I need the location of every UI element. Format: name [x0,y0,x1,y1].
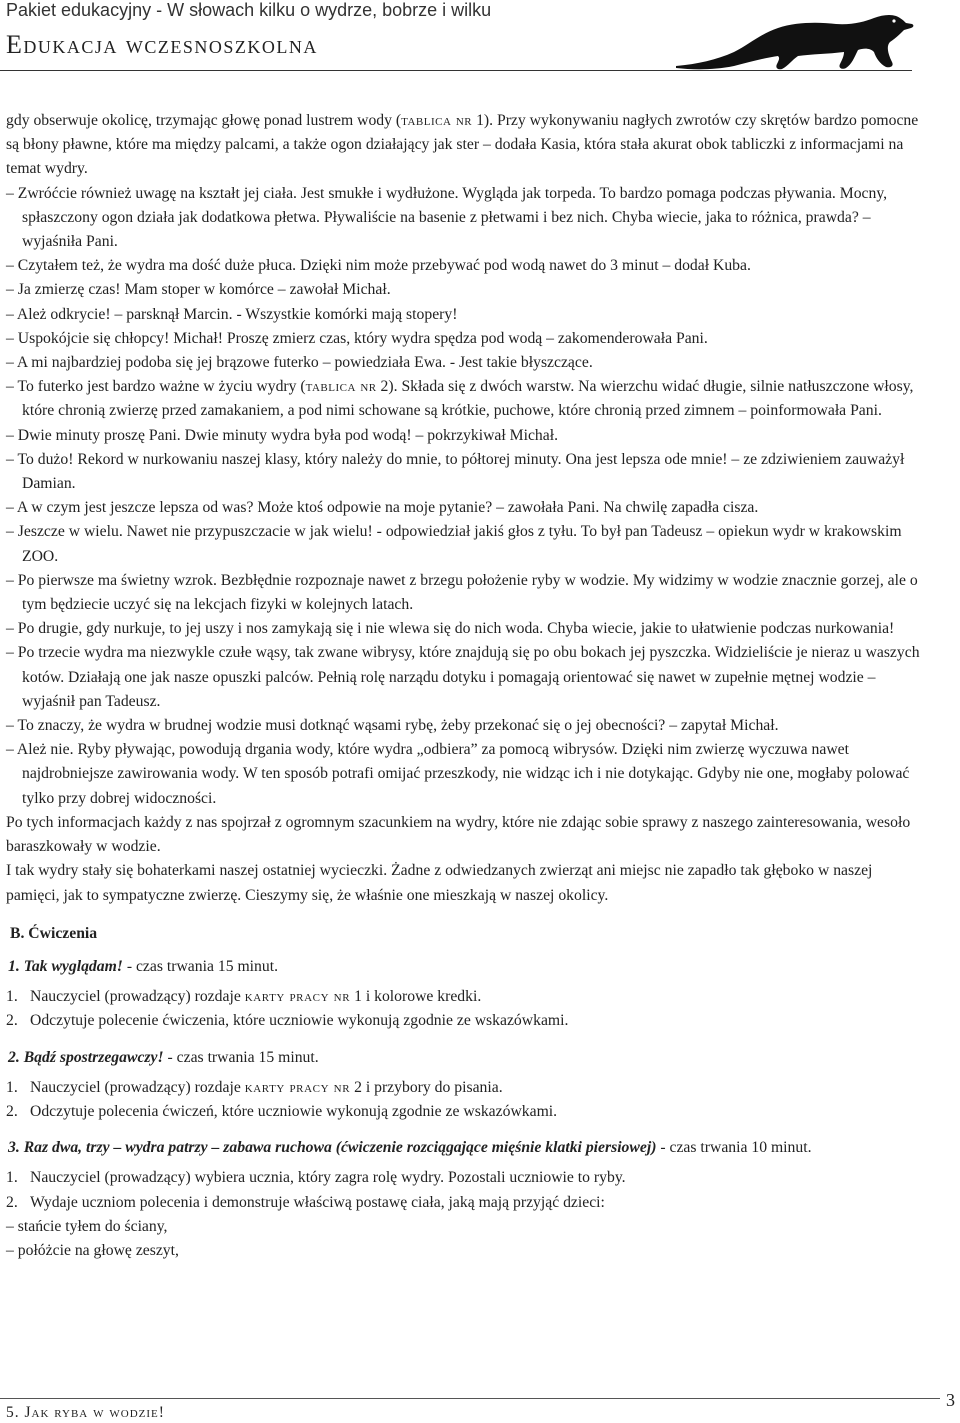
dialogue-line [6,375,926,423]
page-header [0,0,960,72]
text-run: Odczytuje polecenie ćwiczenia, które uczniowie wykonują zgodnie ze wskazówkami. [30,1012,569,1030]
text-run: 1). Przy wykonywaniu nagłych zwrotów czy skrętów bardzo pomocne są błony pławne, które ma między palcami, a także ogon działający jak ster – dodała Kasia, która stała akurat obok tabliczki z informacjami na temat wydry. [6,112,919,178]
reference-term: tablica nr [305,378,377,396]
list-item: – połóżcie na głowę zeszyt, [6,1241,179,1259]
exercise-step [6,1009,926,1033]
dialogue-line: – Jeszcze w wielu. Nawet nie przypuszczacie w jak wielu! - odpowiedział jakiś głos z tyłu. To był pan Tadeusz – opiekun wydr w krakowskim ZOO. [6,523,902,565]
package-title: Pakiet edukacyjny - W słowach kilku o wydrze, bobrze i wilku [6,0,492,20]
step-number: 1. [6,988,18,1006]
step-number: 1. [6,1078,18,1096]
step-number: 2. [6,1012,18,1030]
dialogue-line: – Czytałem też, że wydra ma dość duże płuca. Dzięki nim może przebywać pod wodą nawet do 3 minut – dodał Kuba. [6,257,751,275]
dialogue-line: – A w czym jest jeszcze lepsza od was? Może ktoś odpowie na moje pytanie? – zawołała Pani. Na chwilę zapadła cisza. [6,499,759,517]
exercise-duration: - czas trwania 10 minut. [656,1139,812,1157]
step-number: 2. [6,1102,18,1120]
text-run: 2 i przybory do pisania. [350,1078,503,1096]
exercise-step [6,1191,926,1215]
list-item: – stańcie tyłem do ściany, [6,1217,168,1235]
reference-term: karty pracy nr [244,988,351,1006]
text-run: 1 i kolorowe kredki. [350,988,482,1006]
exercise-3-heading [6,1136,926,1160]
paragraph: I tak wydry stały się bohaterkami naszej ostatniej wycieczki. Żadne z odwiedzanych zwierząt ani miejsc nie zapadło tak głęboko w naszej pamięci, jak to sympatyczne zwierzę. Cieszymy się, że właśnie one mieszkają w naszej okolicy. [6,862,873,904]
exercise-title: 2. Bądź spostrzegawczy! [8,1048,164,1066]
document-body [6,109,926,1263]
exercise-1-heading [6,955,926,979]
text-run: Wydaje uczniom polecenia i demonstruje właściwą postawę ciała, jaką mają przyjąć dzieci: [30,1193,605,1211]
step-number: 1. [6,1169,18,1187]
dialogue-line: – Po trzecie wydra ma niezwykle czułe wąsy, tak zwane wibrysy, które znajdują się po obu bokach jej pyszczka. Widzieliście je nieraz u waszych kotów. Działają one jak nasze opuszki palców. Pełnią rolę narządu dotyku i pomagają orientować się nawet w zupełnie mętnej wodzie – wyjaśnił pan Tadeusz. [6,644,920,710]
exercise-duration: - czas trwania 15 minut. [122,957,278,975]
dialogue-line: – Po drugie, gdy nurkuje, to jej uszy i nos zamykają się i nie wlewa się do nich woda. Chyba wiecie, jakie to ułatwienie podczas nurkowania! [6,620,895,638]
paragraph: Po tych informacjach każdy z nas spojrzał z ogromnym szacunkiem na wydry, które nie zdając sobie sprawy z naszego zainteresowania, wesoło baraszkowały w wodzie. [6,813,911,856]
exercises-heading: B. Ćwiczenia [10,924,98,942]
dialogue-line: – Zwróćcie również uwagę na kształt jej ciała. Jest smukłe i wydłużone. Wygląda jak torpeda. To bardzo pomaga podczas pływania. Mocny, spłaszczony ogon działa jak dodatkowa płetwa. Pływaliście na basenie z płetwami i bez nich. Chyba wiecie, jaka to różnica, prawda? – wyjaśniła Pani. [6,184,888,251]
dialogue-line: – Ależ odkrycie! – parsknął Marcin. - Wszystkie komórki mają stopery! [6,305,458,323]
paragraph [6,109,926,182]
dialogue-line: – Po pierwsze ma świetny wzrok. Bezbłędnie rozpoznaje nawet z brzegu położenie ryby w wodzie. My widzimy w wodzie znacznie gorzej, ale o tym będziecie uczyć się na lekcjach fizyki w kolejnych latach. [6,571,918,614]
exercise-title: 1. Tak wyglądam! [8,957,123,975]
reference-term: karty pracy nr [244,1078,351,1096]
header-rule [0,70,912,71]
reference-term: tablica nr [401,112,473,129]
exercise-duration: - czas trwania 15 minut. [163,1048,319,1066]
dialogue-line: – Ja zmierzę czas! Mam stoper w komórce – zawołał Michał. [6,281,391,299]
dialogue-line: – Uspokójcie się chłopcy! Michał! Proszę zmierz czas, który wydra spędza pod wodą – zakomenderowała Pani. [6,329,708,347]
exercise-title: 3. Raz dwa, trzy – wydra patrzy – zabawa ruchowa (ćwiczenie rozciągające mięśnie klatki piersiowej) [8,1139,657,1157]
section-title: Edukacja wczesnoszkolna [6,30,318,59]
text-run: Nauczyciel (prowadzący) rozdaje [30,1078,245,1096]
dialogue-line: – To dużo! Rekord w nurkowaniu naszej klasy, który należy do mnie, to półtorej minuty. Ona jest lepsza ode mnie! – ze zdziwieniem zauważył Damian. [6,450,905,493]
text-run: Nauczyciel (prowadzący) rozdaje [30,988,245,1006]
exercise-2-heading [6,1046,926,1070]
text-run: 2). Składa się z dwóch warstw. Na wierzchu widać długie, silnie natłuszczone włosy, które chronią zwierzę przed zamakaniem, a pod nimi schowane są krótkie, puchowe, które chronią przed zimnem – poinformowała Pani. [22,378,914,420]
step-number: 2. [6,1193,18,1211]
exercise-step [6,985,926,1009]
text-run: Nauczyciel (prowadzący) wybiera ucznia, który zagra rolę wydry. Pozostali uczniowie to ryby. [30,1169,626,1187]
text-run: gdy obserwuje okolicę, trzymając głowę ponad lustrem wody ( [6,112,402,129]
dialogue-line: – Dwie minuty proszę Pani. Dwie minuty wydra była pod wodą! – pokrzykiwał Michał. [6,426,559,444]
dialogue-line: – To znaczy, że wydra w brudnej wodzie musi dotknąć wąsami rybę, żeby przekonać się o jej obecności? – zapytał Michał. [6,717,779,735]
text-run: Odczytuje polecenia ćwiczeń, które uczniowie wykonują zgodnie ze wskazówkami. [30,1102,558,1120]
footer-rule [0,1398,940,1399]
exercise-step [6,1076,926,1100]
dialogue-line: – A mi najbardziej podoba się jej brązowe futerko – powiedziała Ewa. - Jest takie błyszczące. [6,354,593,372]
page-number: 3 [946,1390,955,1410]
exercise-step [6,1166,926,1190]
otter-silhouette-icon [668,6,918,74]
exercise-step [6,1100,926,1124]
footer-chapter: 5. Jak ryba w wodzie! [6,1404,165,1421]
text-run: – To futerko jest bardzo ważne w życiu wydry ( [6,378,306,396]
dialogue-line: – Ależ nie. Ryby pływając, powodują drgania wody, które wydra „odbiera” za pomocą wibrysów. Dzięki nim zwierzę wyczuwa nawet najdrobniejsze zawirowania wody. W ten sposób potrafi omijać przeszkody, nie widząc ich i nie dotykając. Gdyby nie one, mogłaby polować tylko przy dobrej widoczności. [6,741,910,807]
